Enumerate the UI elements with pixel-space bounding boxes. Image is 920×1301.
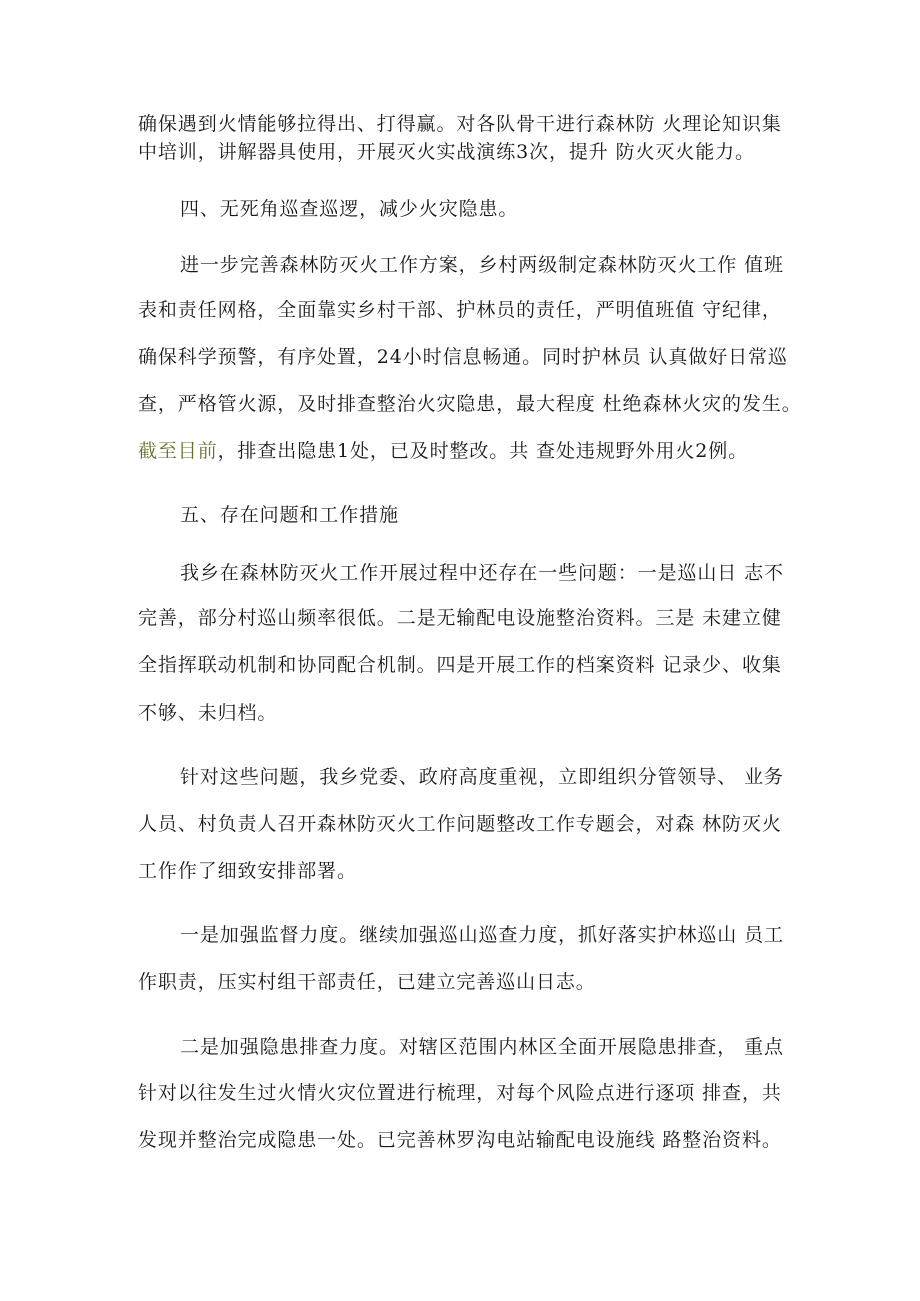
paragraph-line: 全指挥联动机制和协同配合机制。四是开展工作的档案资料 记录少、收集: [138, 654, 782, 676]
paragraph-line: 人员、村负责人召开森林防灭火工作问题整改工作专题会，对森 林防灭火: [138, 813, 782, 835]
paragraph-line: 中培训，讲解器具使用，开展灭火实战演练3次，提升 防火灭火能力。: [138, 141, 755, 163]
paragraph-line: 不够、未归档。: [138, 702, 278, 724]
paragraph-line: 针对这些问题，我乡党委、政府高度重视，立即组织分管领导、 业务: [180, 766, 784, 788]
paragraph-line: 进一步完善森林防灭火工作方案，乡村两级制定森林防灭火工作 值班: [180, 254, 784, 276]
paragraph-line: 查，严格管火源，及时排查整治火灾隐患，最大程度 杜绝森林火灾的发生。: [138, 393, 802, 415]
highlighted-text: 截至目前: [138, 440, 218, 462]
section-heading: 四、无死角巡查巡逻，减少火灾隐患。: [180, 198, 519, 220]
paragraph-line: 针对以往发生过火情火灾位置进行梳理，对每个风险点进行逐项 排查，共: [138, 1082, 782, 1104]
paragraph-line: 工作作了细致安排部署。: [138, 860, 357, 882]
section-heading: 五、存在问题和工作措施: [180, 504, 399, 526]
paragraph-line: 表和责任网格，全面靠实乡村干部、护林员的责任，严明值班值 守纪律，: [138, 299, 782, 321]
paragraph-line: 作职责，压实村组干部责任，已建立完善巡山日志。: [138, 971, 596, 993]
paragraph-line: 一是加强监督力度。继续加强巡山巡查力度，抓好落实护林巡山 员工: [180, 924, 784, 946]
paragraph-line: 确保遇到火情能够拉得出、打得赢。对各队骨干进行森林防 火理论知识集: [138, 113, 782, 135]
paragraph-line: 确保科学预警，有序处置，24小时信息畅通。同时护林员 认真做好日常巡: [138, 346, 788, 368]
paragraph-line: [138, 439, 748, 463]
paragraph-line: 我乡在森林防灭火工作开展过程中还存在一些问题：一是巡山日 志不: [180, 562, 784, 584]
paragraph-text: ，排查出隐患1处，已及时整改。共 查处违规野外用火2例。: [217, 440, 749, 462]
paragraph-line: 二是加强隐患排查力度。对辖区范围内林区全面开展隐患排查， 重点: [180, 1036, 784, 1058]
paragraph-line: 完善，部分村巡山频率很低。二是无输配电设施整治资料。三是 未建立健: [138, 607, 782, 629]
paragraph-line: 发现并整治完成隐患一处。已完善林罗沟电站输配电设施线 路整治资料。: [138, 1129, 782, 1151]
